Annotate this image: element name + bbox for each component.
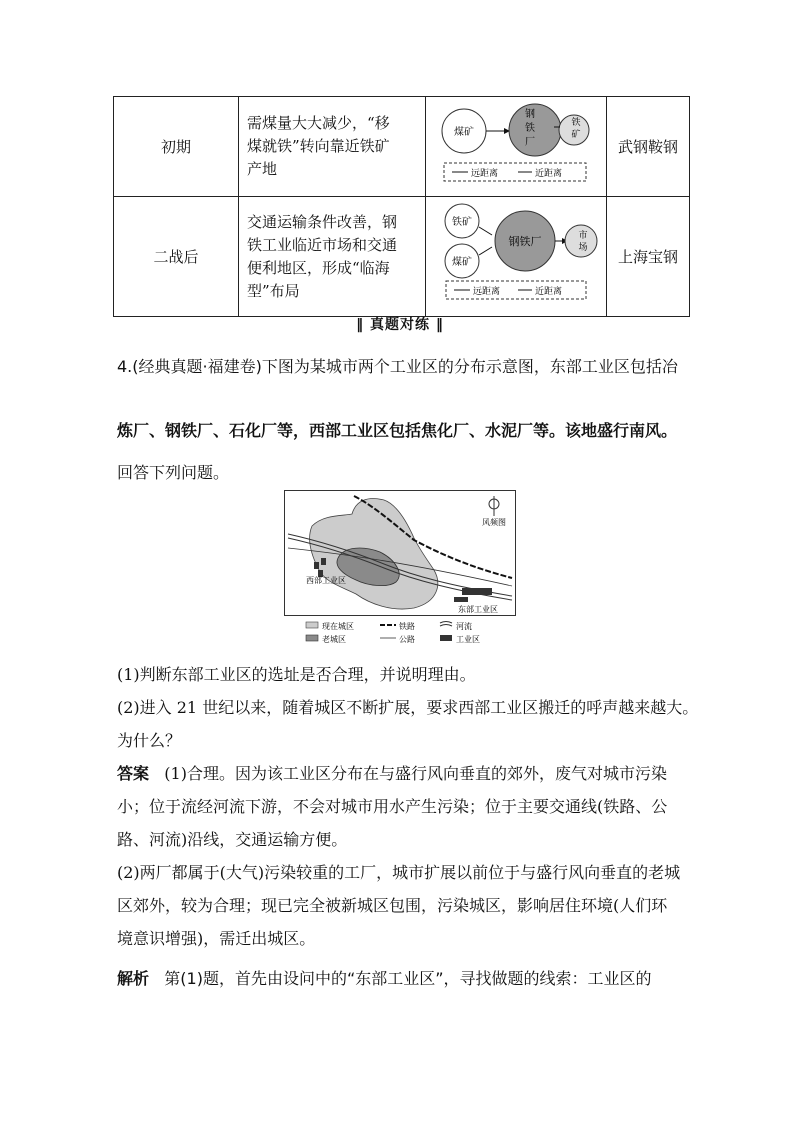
market-label: 市 [578,231,588,241]
legend-industry-swatch [440,635,452,641]
diagram-cell [426,97,607,197]
coal-mine-label: 煤矿 [452,257,472,268]
answer-line: 区郊外，较为合理；现已完全被新城区包围，污染城区，影响居住环境(人们环 [117,896,668,915]
legend-far-label: 远距离 [473,287,501,297]
section-title: ‖ 真题对练 ‖ [356,317,444,333]
legend-river-label: 河流 [456,622,472,631]
sub-question-2: (2)进入 21 世纪以来，随着城区不断扩展，要求西部工业区搬迁的呼声越来越大。 [117,698,699,717]
sub-question-1: (1)判断东部工业区的选址是否合理，并说明理由。 [117,665,476,684]
legend-river-swatch [440,625,452,627]
steel-plant-label: 钢铁厂 [508,235,542,248]
wind-rose-label: 风频图 [482,518,506,527]
east-industry-block [454,597,468,602]
city-industrial-map [284,490,516,646]
sub-question-2: 为什么？ [117,731,182,750]
arrow-line [479,227,492,235]
steel-plant-label: 厂 [525,137,535,148]
question-line: 4.(经典真题·福建卷)下图为某城市两个工业区的分布示意图，东部工业区包括冶 [117,357,678,376]
description-cell [239,97,426,197]
iron-mine-label: 铁 [571,118,581,128]
diagram-cell [426,197,607,317]
steel-plant-circle [509,104,561,156]
steel-plant-label: 钢 [525,109,535,120]
desc-line: 便利地区，形成“临海 [247,258,390,277]
desc-line: 煤就铁”转向靠近铁矿 [247,137,390,155]
legend-near-label: 近距离 [535,287,563,297]
answer-line: 路、河流)沿线，交通运输方便。 [117,830,348,849]
legend-industry-label: 工业区 [456,635,480,644]
example-cell: 武钢鞍钢 [607,97,690,197]
table-row [114,97,690,197]
location-evolution-table [113,96,690,317]
legend-old-swatch [306,635,318,641]
answer-label: 答案 [117,764,150,783]
desc-line: 型”布局 [247,281,300,300]
legend-near-label: 近距离 [535,169,563,179]
desc-line: 铁工业临近市场和交通 [247,235,398,254]
legend-far-label: 远距离 [471,169,499,179]
west-industry-block [321,558,326,565]
desc-line: 产地 [247,160,278,178]
market-label: 场 [578,243,588,253]
period-cell: 二战后 [114,197,239,317]
answer-line: (2)两厂都属于(大气)污染较重的工厂，城市扩展以前位于与盛行风向垂直的老城 [117,863,681,882]
legend-river-swatch [440,622,452,624]
west-industry-label: 西部工业区 [306,576,346,585]
coal-mine-label: 煤矿 [454,127,474,138]
legend-current-swatch [306,622,318,628]
early-location-diagram [426,97,606,192]
legend-railway-label: 铁路 [399,622,415,631]
analysis-label: 解析 [117,969,150,988]
west-industry-block [314,562,319,569]
arrow-line [479,247,492,255]
postwar-location-diagram [426,197,606,312]
answer-line [117,761,667,784]
answer-line: 小；位于流经河流下游，不会对城市用水产生污染；位于主要交通线(铁路、公 [117,797,668,816]
analysis-line [117,966,652,989]
question-line: 回答下列问题。 [117,463,230,482]
desc-line: 需煤量大大减少，“移 [247,114,390,132]
period-cell: 初期 [114,97,239,197]
desc-line: 交通运输条件改善，钢 [247,212,398,231]
east-industry-block [462,588,492,595]
example-cell: 上海宝钢 [607,197,690,317]
legend-road-label: 公路 [399,635,415,644]
analysis-text: 第(1)题，首先由设问中的“东部工业区”，寻找做题的线索：工业区的 [164,969,652,988]
iron-mine-label: 矿 [571,130,581,140]
answer-line: 境意识增强)，需迁出城区。 [117,929,316,948]
question-line: 炼厂、钢铁厂、石化厂等，西部工业区包括焦化厂、水泥厂等。该地盛行南风。 [117,421,678,440]
legend-current-label: 现在城区 [322,622,354,631]
east-industry-label: 东部工业区 [458,605,498,614]
description-cell [239,197,426,317]
iron-mine-label: 铁矿 [452,217,472,228]
legend-old-label: 老城区 [322,635,346,644]
table-row [114,197,690,317]
steel-plant-label: 铁 [525,123,535,134]
answer-text: (1)合理。因为该工业区分布在与盛行风向垂直的郊外，废气对城市污染 [164,764,667,783]
